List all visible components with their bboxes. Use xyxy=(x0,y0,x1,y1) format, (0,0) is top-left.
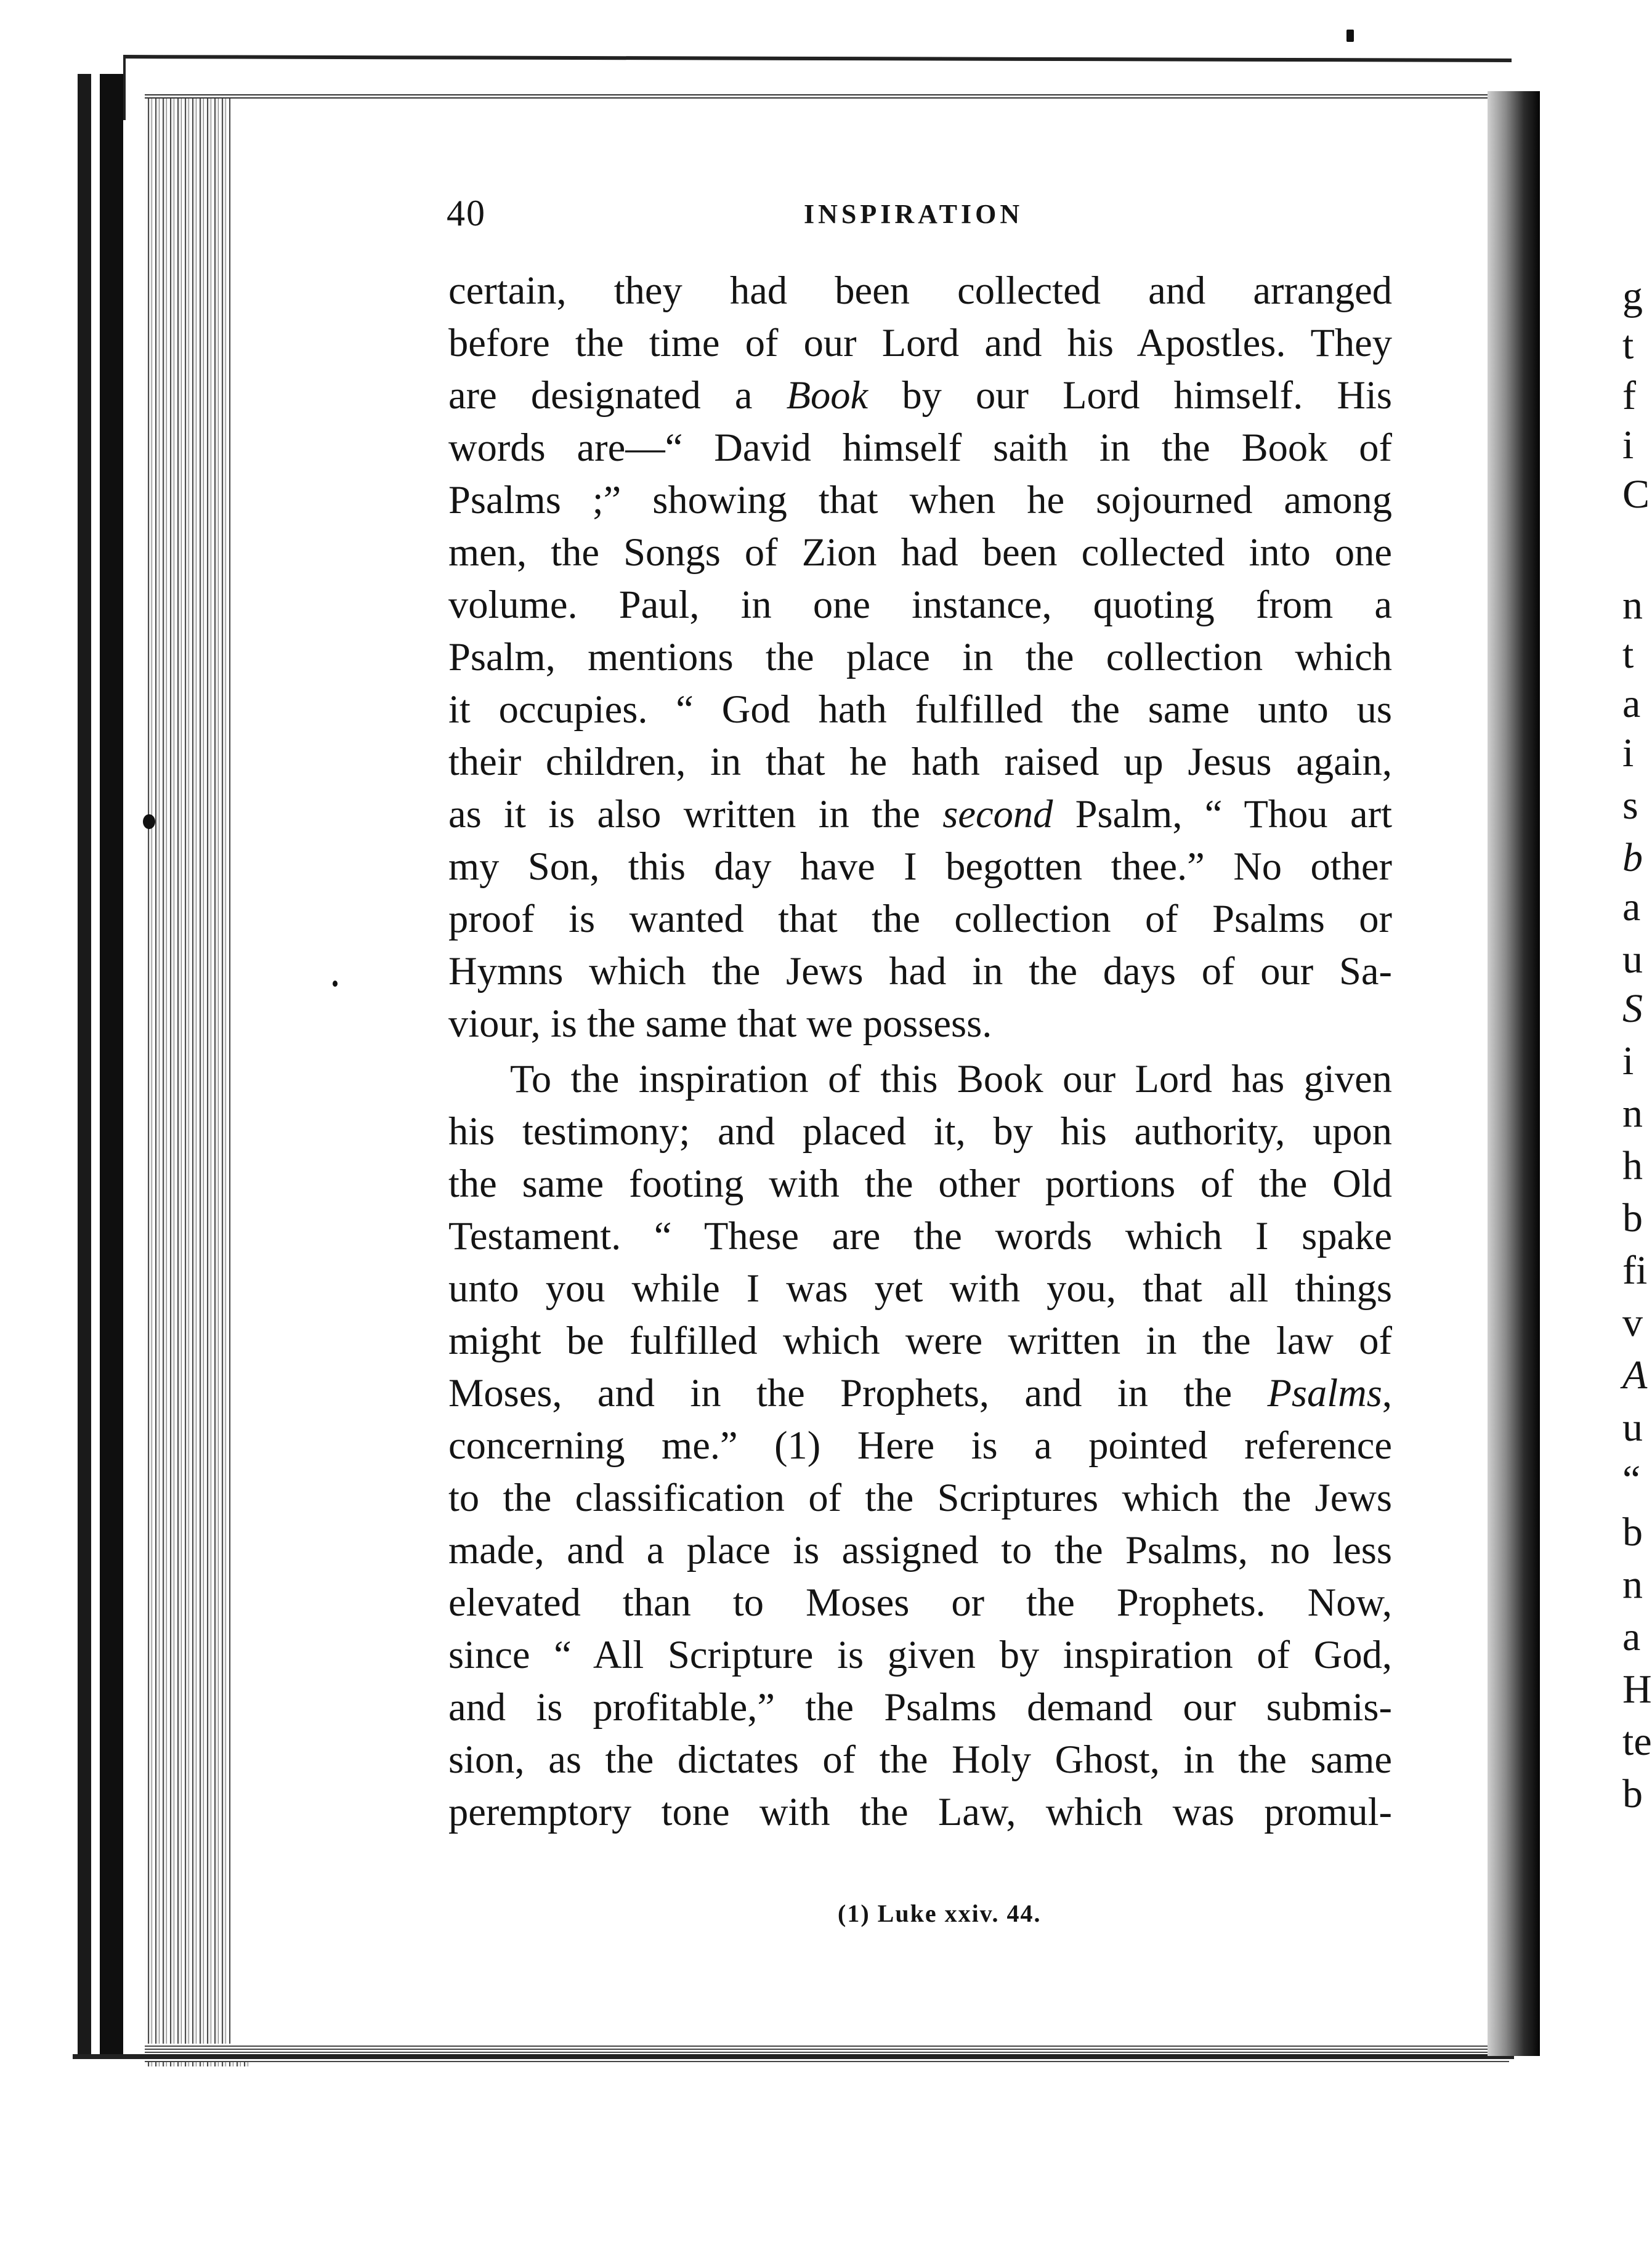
facing-page-letter: v xyxy=(1622,1300,1643,1345)
ink-speck xyxy=(143,814,155,829)
ink-speck xyxy=(333,981,338,987)
text-line: before the time of our Lord and his Apostles. They xyxy=(448,321,1392,365)
text-line: men, the Songs of Zion had been collected into one xyxy=(448,530,1392,574)
facing-page-letter: g xyxy=(1622,273,1643,318)
text-line: his testimony; and placed it, by his authority, upon xyxy=(448,1109,1392,1153)
text-line: are designated a Book by our Lord himself. His xyxy=(448,373,1392,417)
facing-page-letter: u xyxy=(1622,937,1643,982)
facing-page-letter: s xyxy=(1622,783,1638,828)
text-line: Psalm, mentions the place in the collection which xyxy=(448,635,1392,679)
text-line: words are—“ David himself saith in the Book of xyxy=(448,426,1392,469)
text-line: To the inspiration of this Book our Lord has given xyxy=(510,1057,1392,1101)
facing-page-letter: f xyxy=(1622,373,1636,418)
facing-page-letter: b xyxy=(1622,1196,1643,1240)
text-line: it occupies. “ God hath fulfilled the same unto us xyxy=(448,687,1392,731)
text-line: my Son, this day have I begotten thee.” No other xyxy=(448,844,1392,888)
text-line: to the classification of the Scriptures which the Jews xyxy=(448,1476,1392,1520)
text-line: sion, as the dictates of the Holy Ghost, in the same xyxy=(448,1738,1392,1781)
facing-page-letter: i xyxy=(1622,1038,1634,1083)
facing-page-letter: a xyxy=(1622,1614,1641,1659)
text-line: unto you while I was yet with you, that all things xyxy=(448,1266,1392,1310)
facing-page-letter: C xyxy=(1622,472,1650,517)
facing-page-letter: u xyxy=(1622,1405,1643,1450)
text-line: peremptory tone with the Law, which was promul- xyxy=(448,1790,1392,1834)
text-line: the same footing with the other portions of the Old xyxy=(448,1162,1392,1205)
facing-page-letter: “ xyxy=(1622,1457,1641,1502)
facing-page-letter: h xyxy=(1622,1143,1643,1188)
text-line: Testament. “ These are the words which I spake xyxy=(448,1214,1392,1258)
facing-page-letter: a xyxy=(1622,884,1641,929)
text-line: volume. Paul, in one instance, quoting from a xyxy=(448,583,1392,626)
page-block-bottom-edge xyxy=(145,2044,1509,2062)
text-line: Moses, and in the Prophets, and in the Psalms, xyxy=(448,1371,1392,1415)
facing-page-letter: b xyxy=(1622,1771,1643,1816)
text-line: as it is also written in the second Psalm, “ Thou art xyxy=(448,792,1392,836)
facing-page-letter: n xyxy=(1622,583,1643,628)
facing-page-letter: te xyxy=(1622,1719,1652,1764)
facing-page-letter: a xyxy=(1622,681,1641,726)
facing-page-letter: b xyxy=(1622,1510,1643,1555)
page-gutter xyxy=(1488,91,1540,2056)
facing-page-letter: n xyxy=(1622,1091,1643,1136)
facing-page-letter: i xyxy=(1622,423,1634,467)
facing-page-letter: n xyxy=(1622,1562,1643,1607)
page-number: 40 xyxy=(447,193,486,233)
text-line: since “ All Scripture is given by inspiration of God, xyxy=(448,1633,1392,1677)
page-title: INSPIRATION xyxy=(804,199,1024,229)
text-line: elevated than to Moses or the Prophets. Now, xyxy=(448,1580,1392,1624)
book-binding-left xyxy=(73,74,123,2057)
facing-page xyxy=(1540,92,1635,2039)
text-line: Hymns which the Jews had in the days of our Sa- xyxy=(448,949,1392,993)
text-line: and is profitable,” the Psalms demand our submis- xyxy=(448,1685,1392,1729)
facing-page-letter: b xyxy=(1622,835,1643,880)
text-line: might be fulfilled which were written in the law of xyxy=(448,1319,1392,1362)
text-line: certain, they had been collected and arranged xyxy=(448,269,1392,312)
text-line: viour, is the same that we possess. xyxy=(448,1002,992,1045)
facing-page-letter: H xyxy=(1622,1667,1652,1712)
binding-bottom-strip xyxy=(73,2054,1514,2059)
text-line: concerning me.” (1) Here is a pointed reference xyxy=(448,1423,1392,1467)
facing-page-letter: S xyxy=(1622,986,1643,1031)
text-line: Psalms ;” showing that when he sojourned among xyxy=(448,478,1392,522)
text-line: their children, in that he hath raised up Jesus again, xyxy=(448,740,1392,783)
facing-page-letter: fi xyxy=(1622,1248,1648,1293)
facing-page-letter: A xyxy=(1622,1353,1648,1398)
running-head xyxy=(0,192,1635,241)
text-line: proof is wanted that the collection of Psalms or xyxy=(448,897,1392,941)
facing-page-letter: i xyxy=(1622,730,1634,775)
facing-page-letter: t xyxy=(1622,323,1634,368)
facing-page-letter: t xyxy=(1622,632,1634,677)
footnote: (1) Luke xxiv. 44. xyxy=(838,1900,1042,1927)
text-line: made, and a place is assigned to the Psalms, no less xyxy=(448,1528,1392,1572)
ink-speck xyxy=(1346,30,1354,42)
